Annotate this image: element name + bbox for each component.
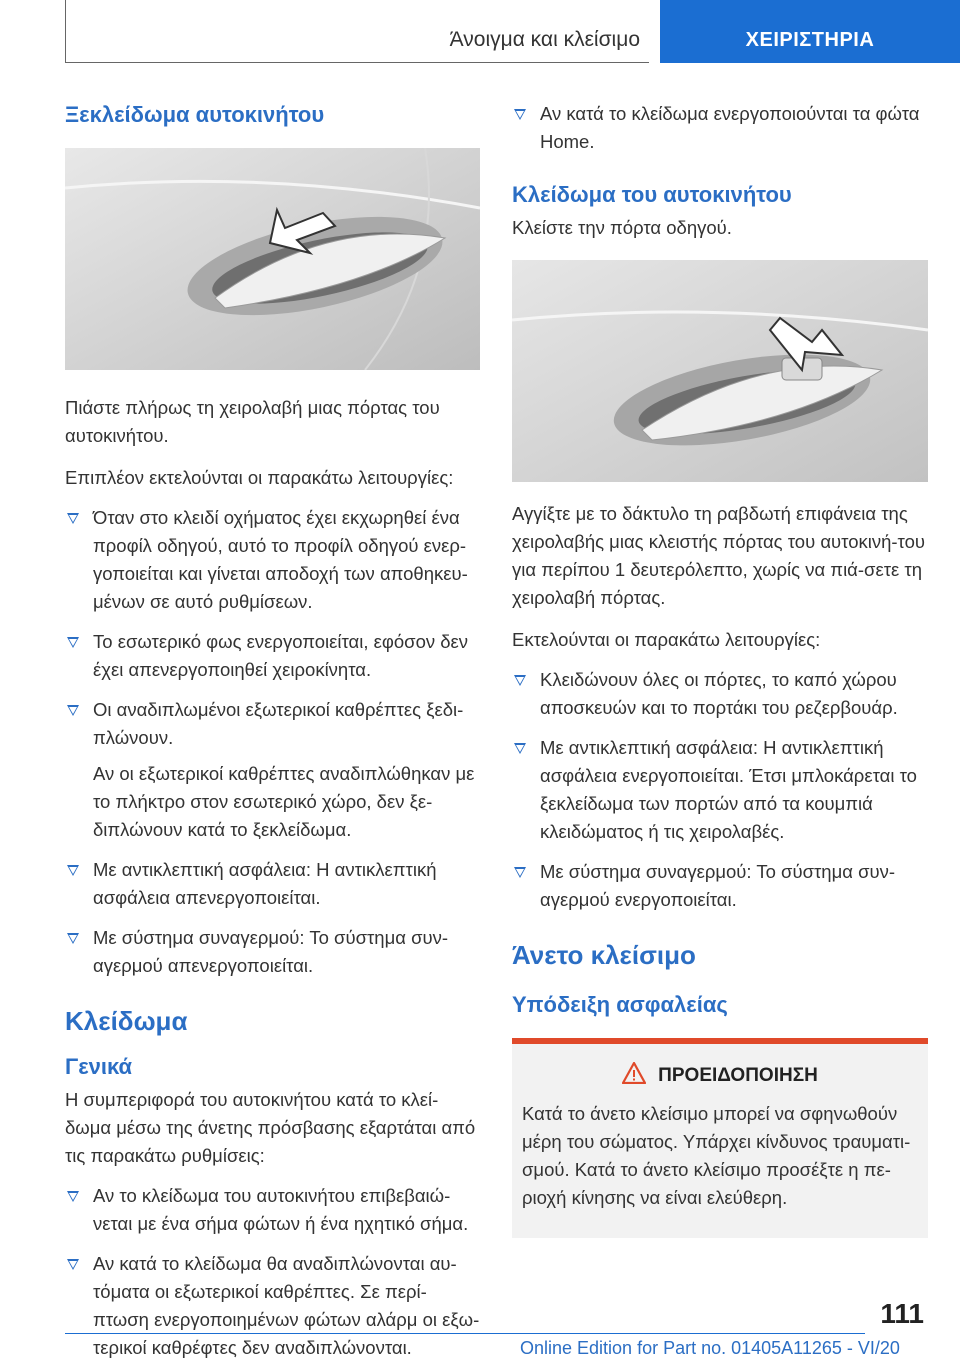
- list-item: Αν κατά το κλείδωμα ενεργοποιούνται τα φώτα Home.: [512, 100, 928, 156]
- door-handle-lock-illustration: [512, 260, 928, 482]
- list-item: Αν κατά το κλείδωμα θα αναδιπλώνονται αυ-τόματα οι εξωτερικοί καθρέπτες. Σε περί-πτωση ενεργοποιημένων φώτων αλάρμ οι εξω-τερικοί καθρέφτες δεν αναδιπλώνονται.: [65, 1250, 480, 1362]
- general-paragraph: Η συμπεριφορά του αυτοκινήτου κατά το κλεί-δωμα μέσω της άνετης πρόσβασης εξαρτάται από τις παρακάτω ρυθμίσεις:: [65, 1089, 476, 1166]
- door-handle-lock-image: [512, 260, 928, 482]
- heading-general: Γενικά: [65, 1054, 133, 1079]
- unlock-mirror-note: Αν οι εξωτερικοί καθρέπτες αναδιπλώθηκαν με το πλήκτρο στον εσωτερικό χώρο, δεν ξε-διπλώνουν κατά το ξεκλείδωμα.: [93, 763, 475, 840]
- page-number: 111: [880, 1298, 924, 1329]
- warning-text: Κατά το άνετο κλείσιμο μπορεί να σφηνωθούν μέρη του σώματος. Υπάρχει κίνδυνος τραυματι-σμού. Κατά το άνετο κλείσιμο προσέξτε η πε-ριοχή κίνησης να είναι ελεύθερη.: [522, 1103, 911, 1208]
- heading-comfort-close: Άνετο κλείσιμο: [512, 940, 696, 970]
- warning-header: [522, 1062, 918, 1090]
- heading-unlock: Ξεκλείδωμα αυτοκινήτου: [65, 102, 325, 127]
- bullet-triangle-icon: [514, 675, 526, 686]
- list-item: Με σύστημα συναγερμού: Το σύστημα συν-αγερμού απενεργοποιείται.: [65, 924, 480, 980]
- list-item: Το εσωτερικό φως ενεργοποιείται, εφόσον δεν έχει απενεργοποιηθεί χειροκίνητα.: [65, 628, 480, 684]
- lock-car-paragraph-1: Κλείστε την πόρτα οδηγού.: [512, 217, 732, 238]
- unlock-paragraph-2: Επιπλέον εκτελούνται οι παρακάτω λειτουργίες:: [65, 467, 454, 488]
- door-handle-unlock-image: [65, 148, 480, 370]
- header-bottom-rule: [65, 62, 649, 63]
- warning-title: ΠΡΟΕΙΔΟΠΟΙΗΣΗ: [658, 1065, 818, 1086]
- unlock-bullet-list-2: [65, 856, 480, 980]
- bullet-triangle-icon: [67, 865, 79, 876]
- list-item: Με σύστημα συναγερμού: Το σύστημα συν-αγερμού ενεργοποιείται.: [512, 858, 928, 914]
- lock-car-paragraph-2: Αγγίξτε με το δάκτυλο τη ραβδωτή επιφάνεια της χειρολαβής μιας κλειστής πόρτας του αυτοκινή-του για περίπου 1 δευτερόλεπτο, χωρίς να πιά-σετε τη χειρολαβή πόρτας.: [512, 503, 925, 608]
- footer-rule: [65, 1333, 865, 1334]
- bullet-triangle-icon: [514, 867, 526, 878]
- lock-car-bullet-list: [512, 666, 928, 914]
- list-item: Αν το κλείδωμα του αυτοκινήτου επιβεβαιώ-νεται με ένα σήμα φώτων ή ένα ηχητικό σήμα.: [65, 1182, 480, 1238]
- list-item: Κλειδώνουν όλες οι πόρτες, το καπό χώρου αποσκευών και το πορτάκι του ρεζερβουάρ.: [512, 666, 928, 722]
- bullet-triangle-icon: [514, 743, 526, 754]
- general-bullet-list: [65, 1182, 480, 1362]
- unlock-bullet-list: [65, 504, 480, 752]
- header-chapter-tab: ΧΕΙΡΙΣΤΗΡΙΑ: [660, 0, 960, 63]
- unlock-paragraph-1: Πιάστε πλήρως τη χειρολαβή μιας πόρτας του αυτοκινήτου.: [65, 397, 440, 446]
- lock-car-paragraph-3: Εκτελούνται οι παρακάτω λειτουργίες:: [512, 629, 821, 650]
- list-item: Με αντικλεπτική ασφάλεια: Η αντικλεπτική ασφάλεια απενεργοποιείται.: [65, 856, 480, 912]
- list-item: Με αντικλεπτική ασφάλεια: Η αντικλεπτική ασφάλεια ενεργοποιείται. Έτσι μπλοκάρεται το ξεκλείδωμα των πορτών από τα κουμπιά κλειδώματος ή τις χειρολαβές.: [512, 734, 928, 846]
- top-bullet-list: [512, 100, 928, 156]
- bullet-triangle-icon: [67, 637, 79, 648]
- bullet-triangle-icon: [67, 1191, 79, 1202]
- bullet-triangle-icon: [67, 513, 79, 524]
- bullet-triangle-icon: [514, 109, 526, 120]
- heading-lock: Κλείδωμα: [65, 1006, 188, 1036]
- footer-edition: Online Edition for Part no. 01405A11265 - VI/20: [520, 1338, 900, 1358]
- header-section-title: Άνοιγμα και κλείσιμο: [449, 28, 640, 51]
- list-item: Όταν στο κλειδί οχήματος έχει εκχωρηθεί ένα προφίλ οδηγού, αυτό το προφίλ οδηγού ενερ-γοποιείται και γίνεται αποδοχή των αποθηκευ-μένων σε αυτό ρυθμίσεων.: [65, 504, 480, 616]
- bullet-triangle-icon: [67, 1259, 79, 1270]
- heading-lock-car: Κλείδωμα του αυτοκινήτου: [512, 182, 792, 207]
- warning-box: [512, 1038, 928, 1238]
- warning-triangle-icon: [622, 1062, 646, 1090]
- door-handle-unlock-illustration: [65, 148, 480, 370]
- bullet-triangle-icon: [67, 933, 79, 944]
- heading-safety-note: Υπόδειξη ασφαλείας: [512, 992, 728, 1017]
- left-column: [65, 100, 480, 1362]
- list-item: Οι αναδιπλωμένοι εξωτερικοί καθρέπτες ξεδι-πλώνουν.: [65, 696, 480, 752]
- bullet-triangle-icon: [67, 705, 79, 716]
- right-column: [512, 100, 928, 1238]
- header-left-rule: [65, 0, 66, 62]
